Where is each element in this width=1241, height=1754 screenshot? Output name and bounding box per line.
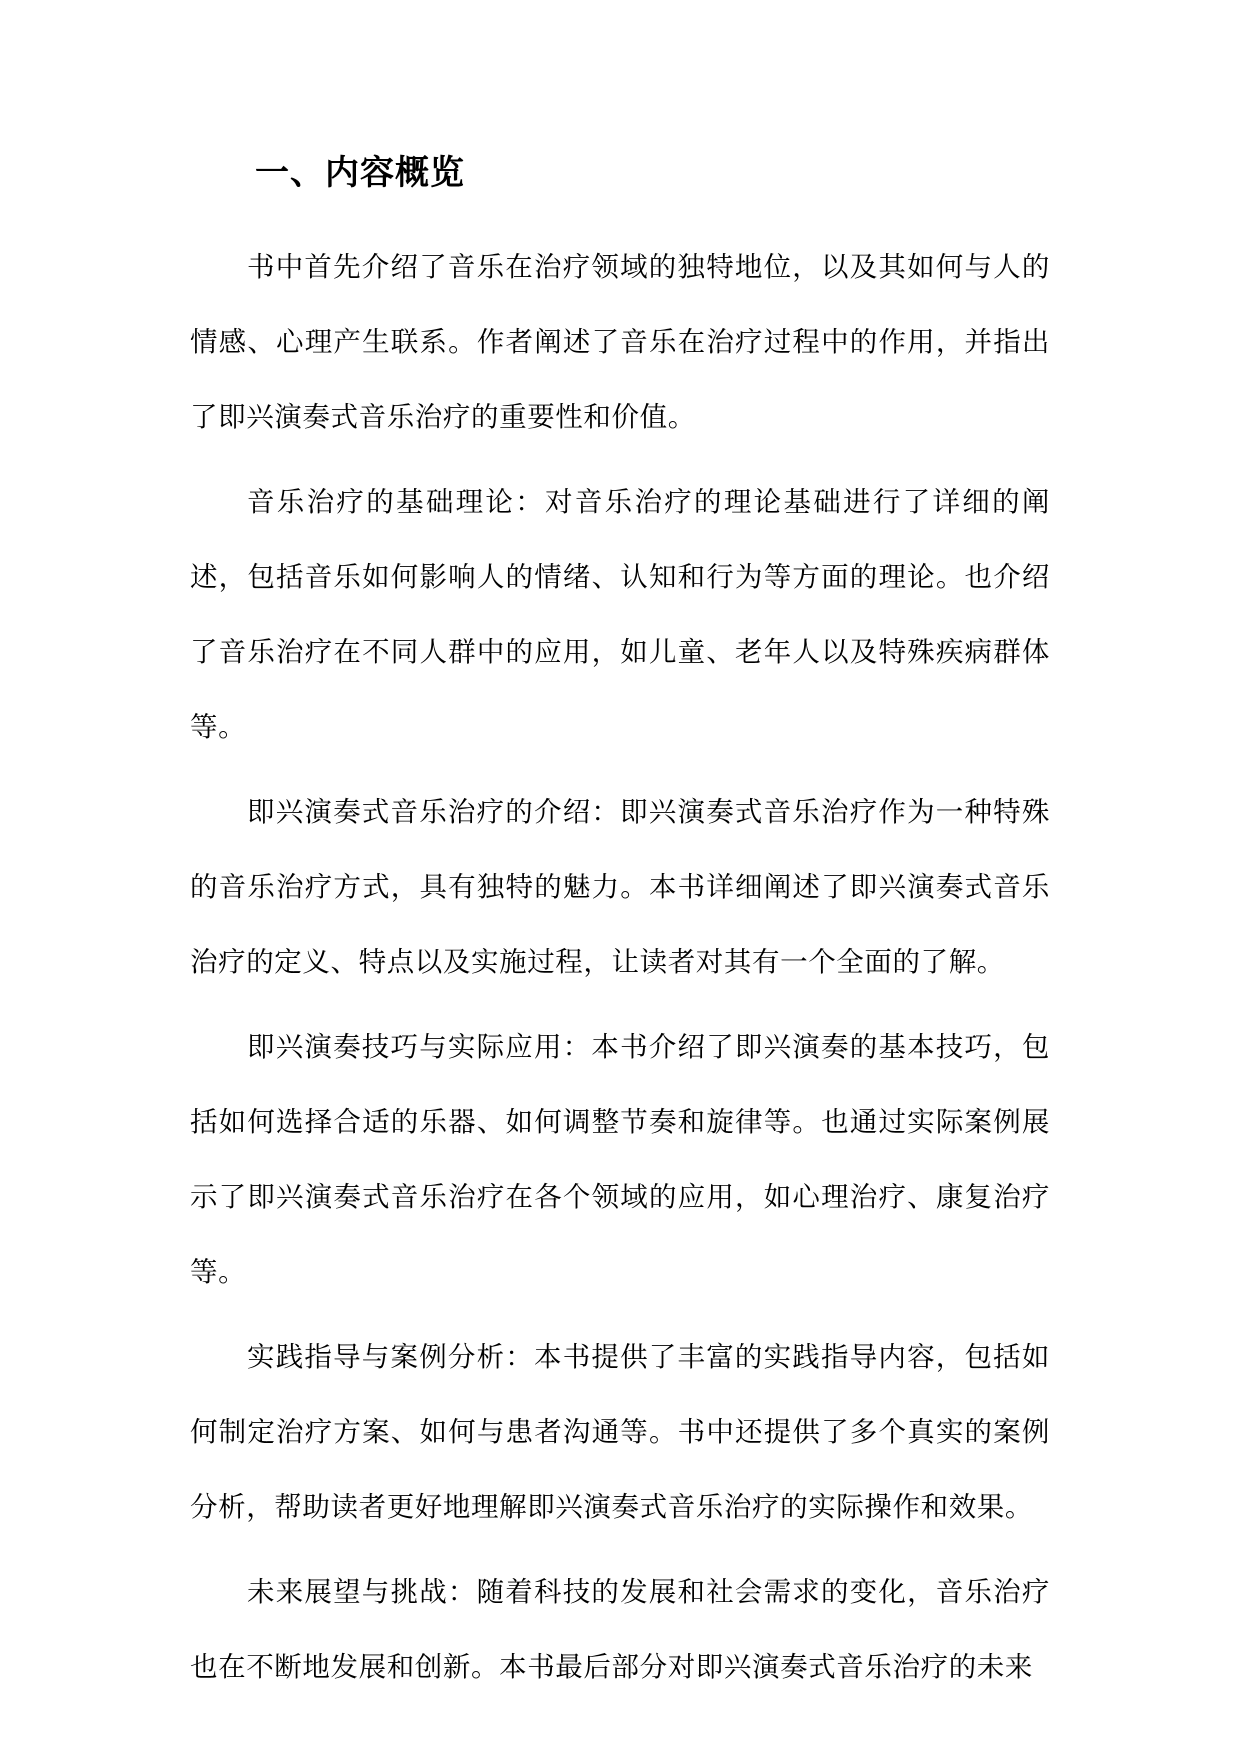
section-heading: 一、内容概览 [255, 153, 465, 193]
paragraph-future-outlook: 未来展望与挑战：随着科技的发展和社会需求的变化，音乐治疗也在不断地发展和创新。本书最后部分对即兴演奏式音乐治疗的未来 [190, 1576, 1050, 1683]
paragraph-practice-cases: 实践指导与案例分析：本书提供了丰富的实践指导内容，包括如何制定治疗方案、如何与患者沟通等。书中还提供了多个真实的案例分析，帮助读者更好地理解即兴演奏式音乐治疗的实际操作和效果。 [190, 1341, 1050, 1523]
paragraph-improvisation-intro: 即兴演奏式音乐治疗的介绍：即兴演奏式音乐治疗作为一种特殊的音乐治疗方式，具有独特的魅力。本书详细阐述了即兴演奏式音乐治疗的定义、特点以及实施过程，让读者对其有一个全面的了解。 [190, 796, 1050, 978]
paragraph-basic-theory: 音乐治疗的基础理论：对音乐治疗的理论基础进行了详细的阐述，包括音乐如何影响人的情绪、认知和行为等方面的理论。也介绍了音乐治疗在不同人群中的应用，如儿童、老年人以及特殊疾病群体等。 [190, 486, 1050, 743]
paragraph-techniques-application: 即兴演奏技巧与实际应用：本书介绍了即兴演奏的基本技巧，包括如何选择合适的乐器、如何调整节奏和旋律等。也通过实际案例展示了即兴演奏式音乐治疗在各个领域的应用，如心理治疗、康复治疗等。 [190, 1031, 1050, 1288]
paragraph-intro: 书中首先介绍了音乐在治疗领域的独特地位，以及其如何与人的情感、心理产生联系。作者阐述了音乐在治疗过程中的作用，并指出了即兴演奏式音乐治疗的重要性和价值。 [190, 251, 1050, 433]
body-text [190, 230, 1050, 1715]
